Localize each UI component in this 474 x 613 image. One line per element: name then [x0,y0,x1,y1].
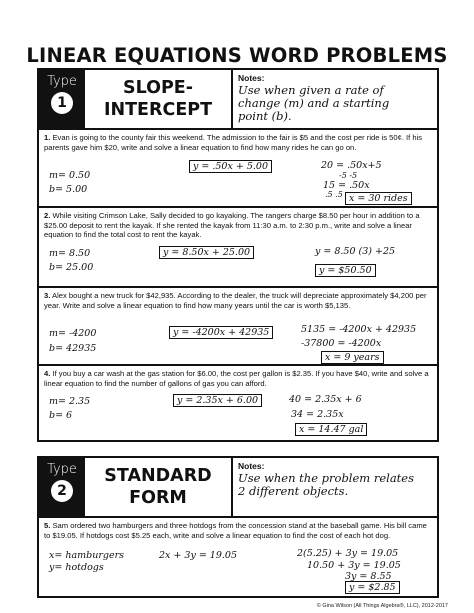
work-step: y = 8.50 (3) +25 [315,246,396,257]
work-step: 5135 = -4200x + 42935 [301,324,417,335]
notes-line: Use when given a rate of [238,83,384,97]
page-title: LINEAR EQUATIONS WORD PROBLEMS [26,44,448,67]
work-step: 20 = .50x+5 [321,160,382,171]
work-b: b= 5.00 [49,184,88,195]
work-b: b= 25.00 [49,262,94,273]
topic-line: STANDARD [104,466,212,486]
work-step: -5 -5 [339,171,358,180]
problem-statement: Alex bought a new truck for $42,935. According to the dealer, the truck will depreciate approximately $4,200 per year. Write and solve a linear equation to find how many years until the car is worth $5,135. [44,291,427,310]
section-slope-intercept [37,68,439,442]
problem-text [39,366,437,388]
problem-text [39,130,437,152]
copyright-footer: © Gina Wilson (All Things Algebra®, LLC), 2012-2017 [316,603,448,609]
answer-box: x = 14.47 gal [295,423,367,436]
problem-statement: Sam ordered two hamburgers and three hotdogs from the concession stand at the baseball game. His bill came to $19.05. If hotdogs cost $5.25 each, write and solve a linear equation to find the cost of each hot dog. [44,521,427,540]
topic-title [85,70,233,128]
work-step: 2(5.25) + 3y = 19.05 [297,548,399,559]
problem-5 [39,518,437,596]
section-header [39,70,437,130]
answer-box: y = $2.85 [345,581,400,594]
notes-line: change (m) and a starting [238,96,390,110]
type-label: Type [47,462,77,477]
type-badge [39,70,85,128]
answer-box: x = 30 rides [345,192,412,205]
work-b: b= 6 [49,410,73,421]
problem-text [39,208,437,240]
topic-title [85,458,233,516]
equation-box: y = .50x + 5.00 [189,160,272,173]
notes-text [238,84,432,123]
topic-line: FORM [129,488,187,508]
problem-text [39,288,437,310]
notes-box [233,458,437,516]
notes-label: Notes: [238,461,265,471]
equation-box: y = 8.50x + 25.00 [159,246,254,259]
problem-number: 5. [44,521,51,530]
work-m: m= 0.50 [49,170,91,181]
problem-2 [39,208,437,288]
work-m: m= 8.50 [49,248,91,259]
problem-number: 3. [44,291,51,300]
work-step: .5 .5 [325,190,343,199]
answer-box: y = $50.50 [315,264,376,277]
section-header [39,458,437,518]
work-step: 3y = 8.55 [345,571,392,582]
problem-statement: While visiting Crimson Lake, Sally decided to go kayaking. The rangers charge $8.50 per hour in addition to a $25.00 deposit to rent the kayak. If she rented the kayak from 11:30 a.m. to 2:30 p.m., write and solve a linear equation to find the total cost to rent the kayak. [44,211,420,240]
equation-box: y = -4200x + 42935 [169,326,273,339]
work-m: m= -4200 [49,328,97,339]
notes-line: point (b). [238,109,292,123]
work-step: 34 = 2.35x [291,409,344,420]
work-m: m= 2.35 [49,396,91,407]
topic-line: SLOPE- [122,78,194,98]
topic-line: INTERCEPT [103,100,213,120]
notes-line: 2 different objects. [238,484,349,498]
answer-box: x = 9 years [321,351,384,364]
problem-4 [39,366,437,442]
work-b: b= 42935 [49,343,97,354]
type-label: Type [47,74,77,89]
problem-statement: Evan is going to the county fair this weekend. The admission to the fair is $5 and the cost per ride is 50¢. If his parents gave him $20, write and solve a linear equation to find how many rides he can go on. [44,133,423,152]
problem-text [39,518,437,540]
problem-number: 4. [44,369,51,378]
problem-3 [39,288,437,366]
work-step: 15 = .50x [323,180,370,191]
type-number: 1 [51,92,73,114]
work-step: 40 = 2.35x + 6 [289,394,362,405]
problem-number: 1. [44,133,51,142]
notes-line: Use when the problem relates [238,471,415,485]
notes-box [233,70,437,128]
work-variable: x= hamburgers [49,550,124,561]
problem-1 [39,130,437,208]
type-badge [39,458,85,516]
equation: 2x + 3y = 19.05 [159,550,238,561]
section-standard-form [37,456,439,598]
work-variable: y= hotdogs [49,562,104,573]
problem-number: 2. [44,211,51,220]
work-step: -37800 = -4200x [301,338,382,349]
notes-label: Notes: [238,73,265,83]
problem-statement: If you buy a car wash at the gas station for $6.00, the cost per gallon is $2.35. If you have $40, write and solve a linear equation to find the number of gallons of gas you can afford. [44,369,429,388]
notes-text [238,472,432,498]
work-step: 10.50 + 3y = 19.05 [307,560,401,571]
type-number: 2 [51,480,73,502]
equation-box: y = 2.35x + 6.00 [173,394,262,407]
